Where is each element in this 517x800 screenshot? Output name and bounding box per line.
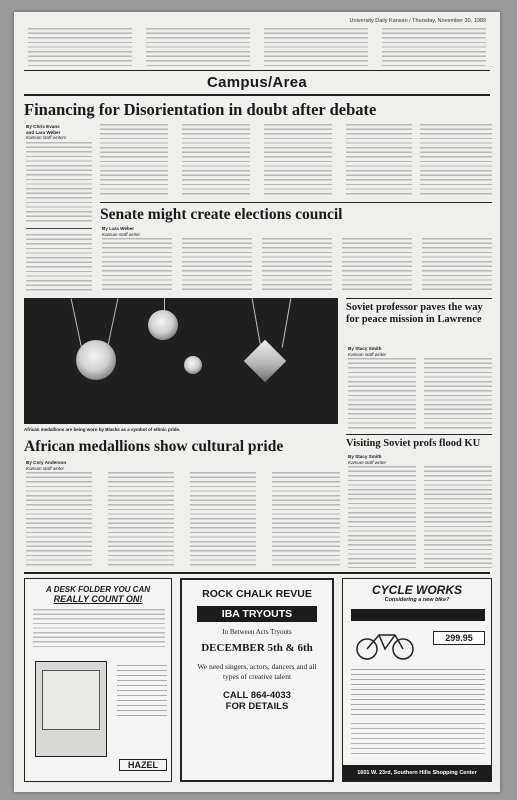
bike-price: 299.95: [433, 631, 485, 645]
financing-divider: [26, 228, 92, 229]
cycle-works-title: CYCLE WORKS: [372, 583, 462, 597]
photo-caption: African medallions are being worn by Blacks as a symbol of ethnic pride.: [24, 427, 181, 432]
cycle-works-ad: [342, 578, 492, 782]
africa-medallion: [76, 340, 116, 380]
iba-subtitle: In Between Acts Tryouts: [222, 628, 292, 636]
visiting-body: [348, 466, 492, 568]
cycle-works-subtitle: Considering a new bike?: [384, 597, 450, 603]
soviet-rule: [346, 298, 492, 299]
visiting-byline: By Stacy Smith Kansan staff writer: [348, 454, 387, 465]
ads-rule: [24, 572, 490, 574]
folder-illustration: [35, 661, 107, 757]
iba-tryouts-banner: IBA TRYOUTS: [197, 606, 317, 622]
for-details: FOR DETAILS: [225, 701, 289, 712]
call-number: CALL 864-4033: [223, 690, 291, 701]
dealer-list: [351, 669, 485, 717]
senate-body: [102, 238, 492, 290]
desk-folder-copy: [33, 609, 165, 649]
financing-body-last: [420, 124, 492, 196]
section-rule-top: [24, 70, 490, 71]
senate-headline: Senate might create elections council: [100, 206, 343, 223]
desk-folder-store-info: [117, 665, 167, 719]
newspaper-page: [14, 12, 500, 792]
hazel-logo: HAZEL: [119, 759, 167, 771]
financing-col-1-lead: [26, 142, 92, 224]
talent-call: We need singers, actors, dancers and all types of creative talent: [197, 662, 317, 681]
rock-chalk-ad: [180, 578, 334, 782]
soviet-body: [348, 358, 492, 430]
cycle-works-banner: [351, 609, 485, 621]
tryout-dates: DECEMBER 5th & 6th: [201, 642, 313, 654]
top-continued-text: [28, 28, 486, 66]
medallions-headline: African medallions show cultural pride: [24, 438, 284, 455]
desk-folder-ad: [24, 578, 172, 782]
necklace-cord: [252, 298, 262, 347]
soviet-byline: By Stacy Smith Kansan staff writer: [348, 346, 387, 357]
medallion-photo: [24, 298, 338, 424]
necklace-cord: [282, 298, 292, 347]
visiting-headline: Visiting Soviet profs flood KU: [346, 438, 481, 449]
financing-body: [100, 124, 412, 196]
medallions-body: [26, 472, 340, 568]
rock-chalk-title: ROCK CHALK REVUE: [202, 588, 312, 600]
section-rule-bottom: [24, 94, 490, 96]
visiting-rule: [346, 434, 492, 435]
bike-illustration: [355, 627, 415, 661]
cycle-works-details: [351, 723, 485, 757]
folio-line: University Daily Kansan / Thursday, November 30, 1989: [349, 18, 486, 24]
desk-folder-line2: REALLY COUNT ON!: [53, 594, 143, 604]
soviet-headline: Soviet professor paves the way for peace mission in Lawrence: [346, 302, 483, 325]
desk-folder-line1: A DESK FOLDER YOU CAN: [45, 585, 150, 594]
diamond-medallion: [244, 340, 286, 382]
financing-byline: By Chris Evans and Lara Weber Kansan staff writers: [26, 124, 67, 140]
section-title: Campus/Area: [206, 74, 307, 91]
financing-col-1: [26, 234, 92, 294]
cycle-works-address: 1601 W. 23rd, Southern Hills Shopping Center: [343, 765, 491, 781]
necklace-cord: [107, 298, 119, 349]
senate-rule: [100, 202, 492, 203]
financing-headline: Financing for Disorientation in doubt after debate: [24, 100, 377, 119]
medallions-byline: By Cory Anderson Kansan staff writer: [26, 460, 67, 471]
small-medallion: [184, 356, 202, 374]
senate-byline: By Lara Weber Kansan staff writer: [102, 226, 141, 237]
round-medallion: [148, 310, 178, 340]
necklace-cord: [71, 298, 83, 349]
